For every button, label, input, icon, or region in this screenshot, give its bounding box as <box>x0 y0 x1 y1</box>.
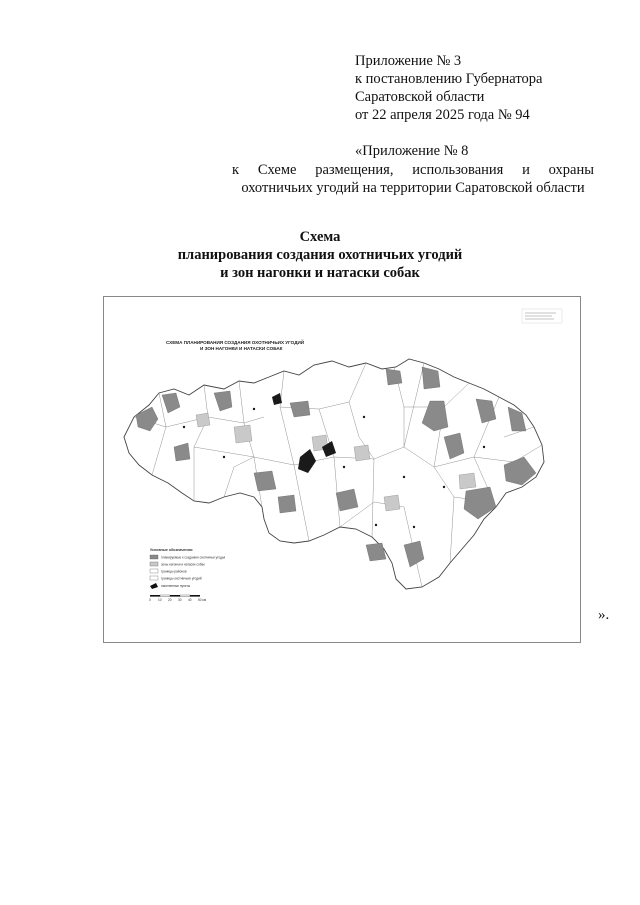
scale-label-10: 10 <box>158 598 162 602</box>
region-map <box>103 296 581 643</box>
scale-label-20: 20 <box>168 598 172 602</box>
region-outline <box>124 359 544 589</box>
closing-quote: ». <box>598 607 610 623</box>
scheme-subtitle-1: планирования создания охотничьих угодий <box>177 247 463 263</box>
appendix-8-line-1: к Схеме размещения, использования и охраны <box>232 162 594 178</box>
legend-label-planned: планируемые к созданию охотничьи угодья <box>161 555 226 560</box>
map-title-line-1: СХЕМА ПЛАНИРОВАНИЯ СОЗДАНИЯ ОХОТНИЧЬИХ УГОДИЙ <box>166 340 305 345</box>
appendix-header-line-1: Приложение № 3 <box>355 53 462 69</box>
legend-label-district-boundaries: границы районов <box>161 569 187 574</box>
scheme-subtitle-2: и зон нагонки и натаски собак <box>220 265 420 281</box>
scheme-title: Схема <box>299 229 341 245</box>
map-title-line-2: И ЗОН НАГОНКИ И НАТАСКИ СОБАК <box>200 346 283 351</box>
scale-label-30: 30 <box>178 598 182 602</box>
appendix-header-line-4: от 22 апреля 2025 года № 94 <box>355 107 530 123</box>
map-legend <box>150 548 225 589</box>
appendix-8-number: «Приложение № 8 <box>355 143 469 159</box>
map-svg <box>104 297 580 642</box>
appendix-header-line-2: к постановлению Губернатора <box>355 71 543 87</box>
legend-label-zones: зоны нагонки и натаски собак <box>161 562 205 567</box>
appendix-header-line-3: Саратовской области <box>355 89 485 105</box>
appendix-8-line-2: охотничьих угодий на территории Саратовской области <box>241 180 585 196</box>
scale-label-40: 40 <box>188 598 192 602</box>
scale-label-0: 0 <box>149 598 151 602</box>
legend-swatch-settlements <box>150 583 158 589</box>
legend-swatch-district-boundaries <box>150 569 158 573</box>
legend-swatch-hunting-boundaries <box>150 576 158 580</box>
scale-bar <box>149 595 206 602</box>
legend-swatch-zones <box>150 562 158 566</box>
legend-swatch-planned <box>150 555 158 559</box>
scale-label-50: 50 км <box>198 598 207 602</box>
map-corner-note <box>522 309 562 323</box>
legend-label-hunting-boundaries: границы охотничьих угодий <box>161 576 202 581</box>
legend-label-settlements: населенные пункты <box>161 584 191 588</box>
legend-title: Условные обозначения: <box>150 548 194 552</box>
